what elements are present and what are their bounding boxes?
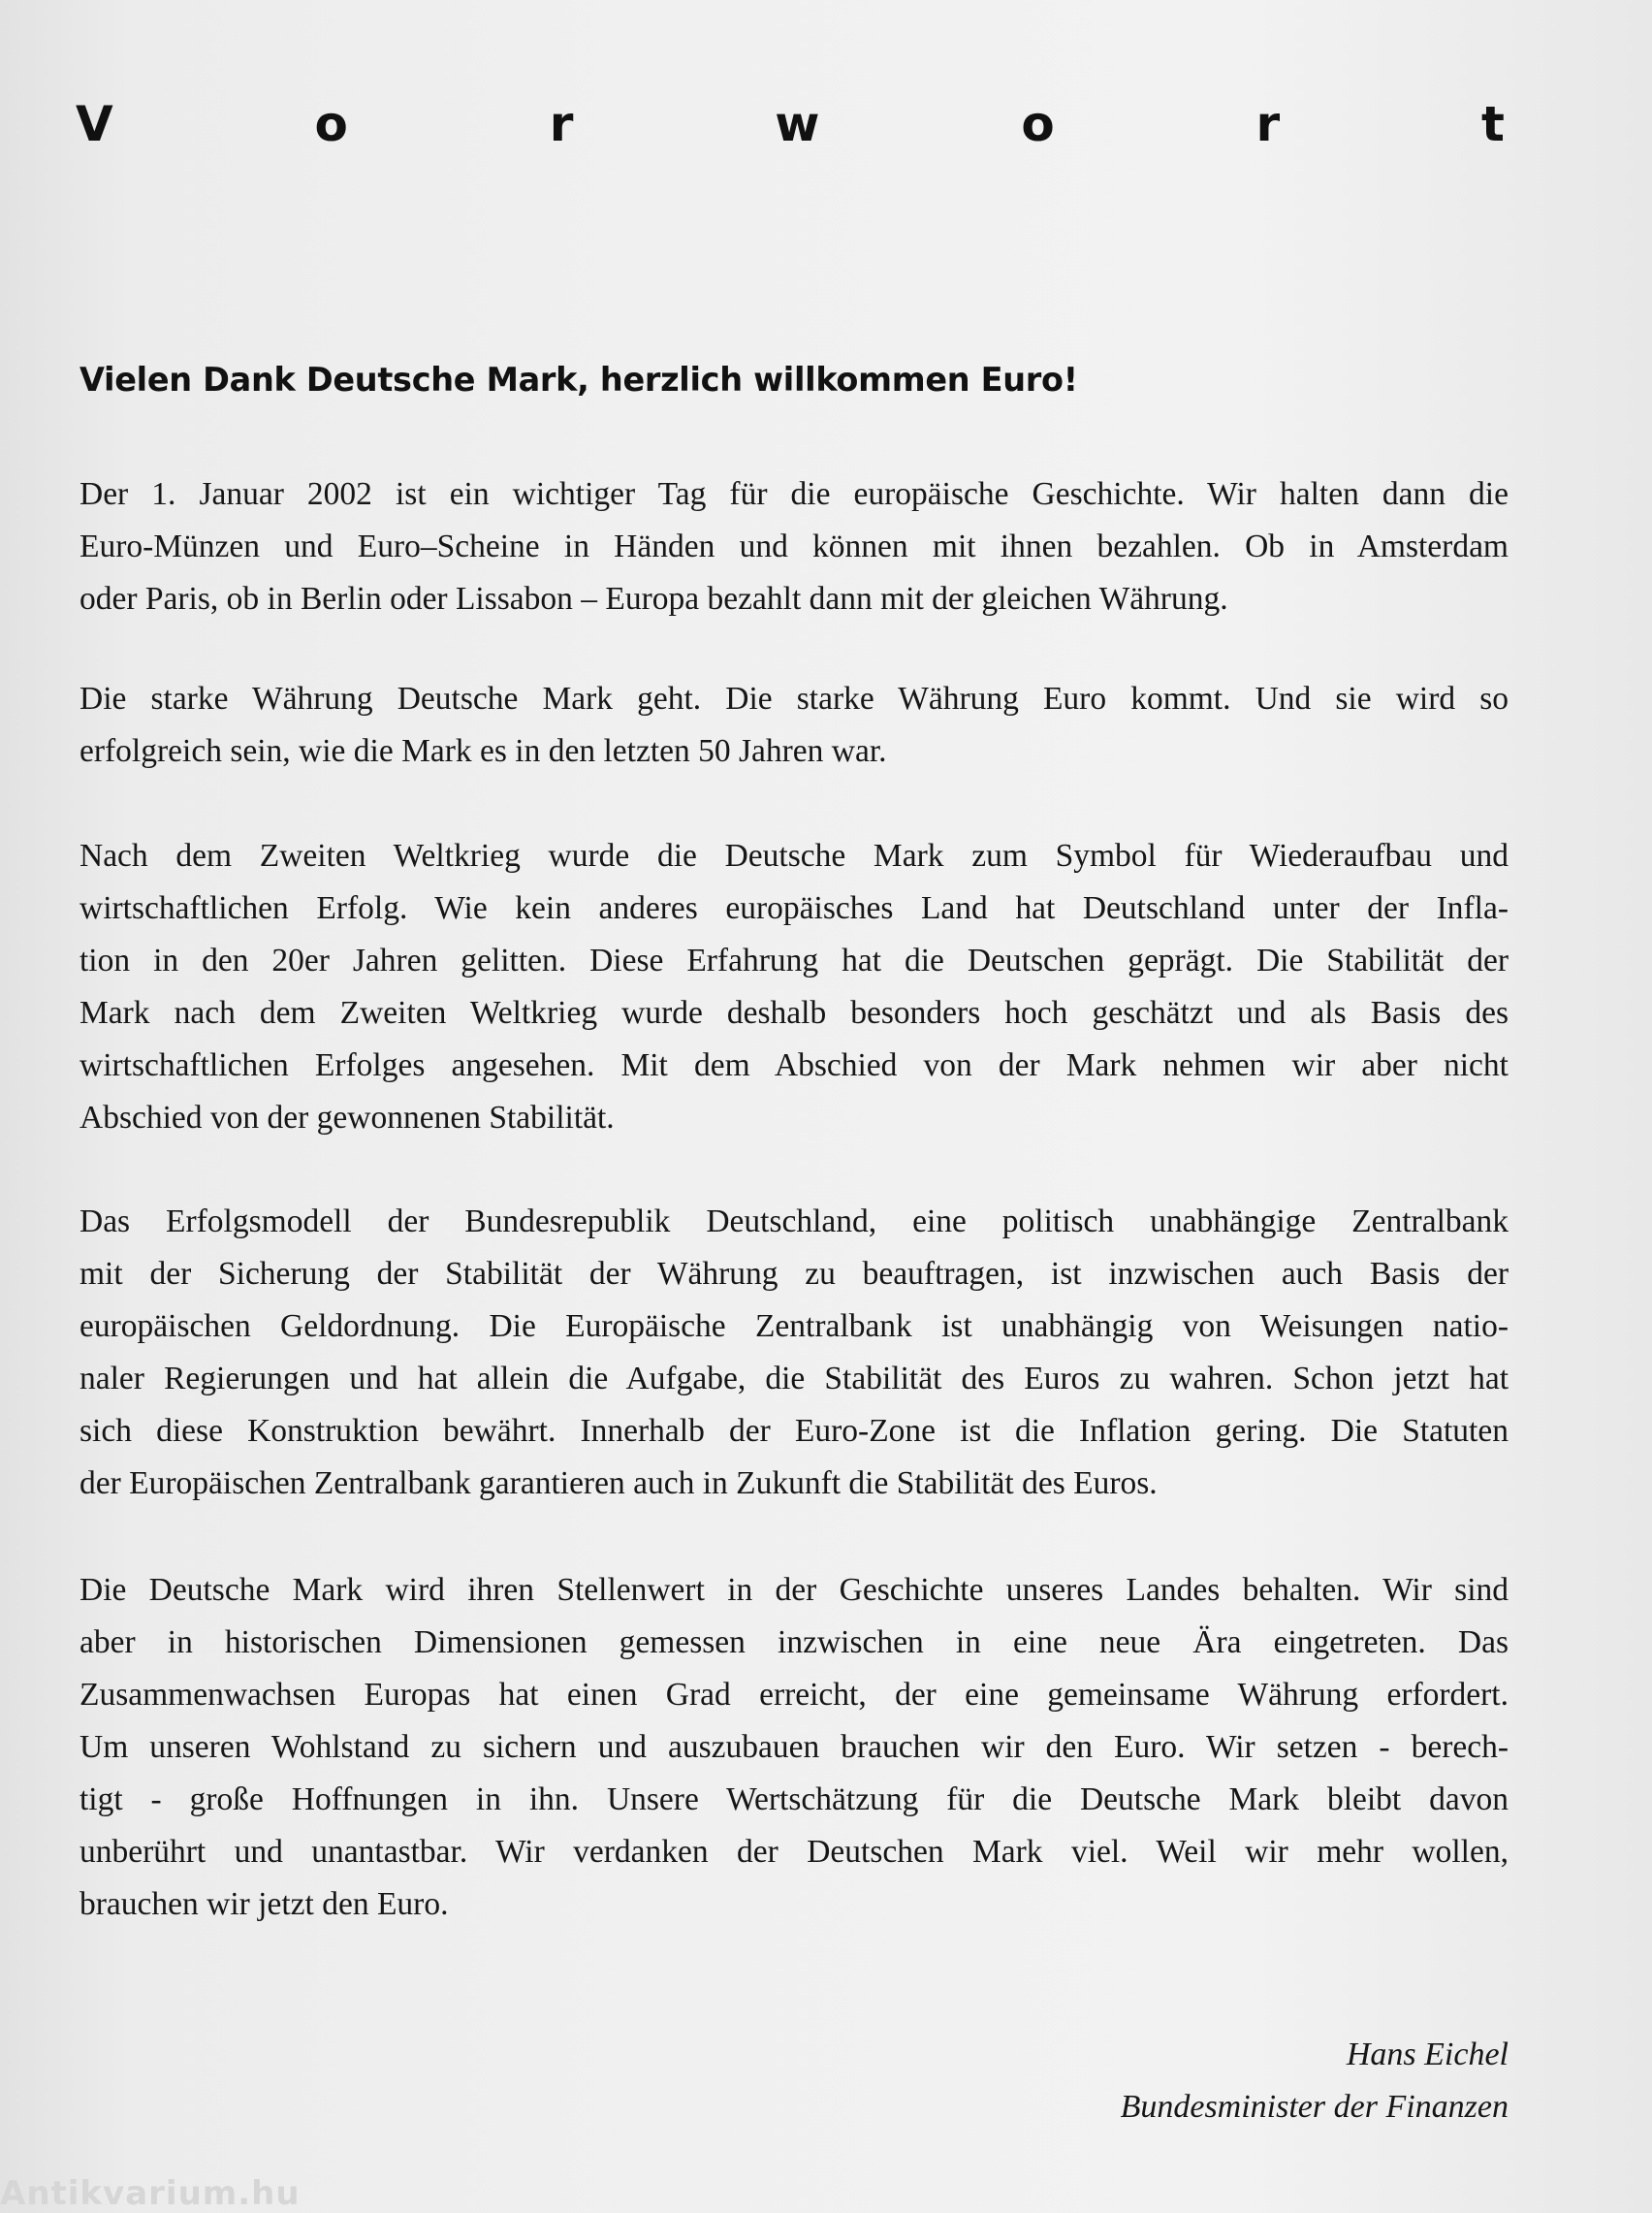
title-letter: o [1021, 96, 1055, 152]
paragraph-4 [79, 1196, 1509, 1510]
text-line: Abschied von der gewonnenen Stabilität. [79, 1100, 615, 1136]
text-line: oder Paris, ob in Berlin oder Lissabon – Europa bezahlt dann mit der gleichen Währung. [79, 581, 1228, 617]
text-line: unberührt und unantastbar. Wir verdanken der Deutschen Mark viel. Weil wir mehr wollen, [79, 1834, 1509, 1870]
text-line: naler Regierungen und hat allein die Aufgabe, die Stabilität des Euros zu wahren. Schon jetzt hat [79, 1361, 1509, 1396]
paragraph-5 [79, 1564, 1509, 1931]
text-line: tigt - große Hoffnungen in ihn. Unsere Wertschätzung für die Deutsche Mark bleibt davon [79, 1781, 1509, 1817]
text-line: Die Deutsche Mark wird ihren Stellenwert in der Geschichte unseres Landes behalten. Wir sind [79, 1572, 1509, 1608]
signature-role: Bundesminister der Finanzen [1120, 2089, 1509, 2125]
text-line: wirtschaftlichen Erfolges angesehen. Mit dem Abschied von der Mark nehmen wir aber nicht [79, 1047, 1509, 1083]
section-heading: Vielen Dank Deutsche Mark, herzlich willkommen Euro! [79, 361, 1078, 399]
text-line: Um unseren Wohlstand zu sichern und auszubauen brauchen wir den Euro. Wir setzen - berech- [79, 1729, 1509, 1765]
title-letter: r [1255, 96, 1281, 152]
text-line: Die starke Währung Deutsche Mark geht. Die starke Währung Euro kommt. Und sie wird so [79, 681, 1509, 717]
signature-name: Hans Eichel [1346, 2037, 1509, 2072]
paragraph-3 [79, 830, 1509, 1144]
page-title [76, 85, 1505, 163]
title-letter: w [775, 96, 820, 152]
signature-block [1121, 2029, 1509, 2133]
text-line: europäischen Geldordnung. Die Europäische Zentralbank ist unabhängig von Weisungen natio- [79, 1308, 1509, 1344]
text-line: der Europäischen Zentralbank garantieren auch in Zukunft die Stabilität des Euros. [79, 1465, 1158, 1501]
text-line: Das Erfolgsmodell der Bundesrepublik Deutschland, eine politisch unabhängige Zentralbank [79, 1203, 1509, 1239]
text-line: Der 1. Januar 2002 ist ein wichtiger Tag für die europäische Geschichte. Wir halten dann die [79, 476, 1509, 512]
text-line: Mark nach dem Zweiten Weltkrieg wurde deshalb besonders hoch geschätzt und als Basis des [79, 995, 1509, 1031]
text-line: wirtschaftlichen Erfolg. Wie kein anderes europäisches Land hat Deutschland unter der Infla- [79, 890, 1509, 926]
text-line: Euro-Münzen und Euro–Scheine in Händen und können mit ihnen bezahlen. Ob in Amsterdam [79, 529, 1509, 564]
paragraph-1 [79, 468, 1509, 625]
text-line: Nach dem Zweiten Weltkrieg wurde die Deutsche Mark zum Symbol für Wiederaufbau und [79, 838, 1509, 874]
text-line: brauchen wir jetzt den Euro. [79, 1886, 449, 1922]
title-letter: r [549, 96, 574, 152]
title-letter: o [314, 96, 348, 152]
text-line: mit der Sicherung der Stabilität der Währung zu beauftragen, ist inzwischen auch Basis der [79, 1256, 1509, 1292]
text-line: tion in den 20er Jahren gelitten. Diese Erfahrung hat die Deutschen geprägt. Die Stabilität der [79, 943, 1509, 978]
title-letter: t [1481, 96, 1505, 152]
text-line: sich diese Konstruktion bewährt. Innerhalb der Euro-Zone ist die Inflation gering. Die Statuten [79, 1413, 1509, 1449]
watermark: Antikvarium.hu [0, 2174, 301, 2213]
paragraph-2 [79, 673, 1509, 778]
text-line: Zusammenwachsen Europas hat einen Grad erreicht, der eine gemeinsame Währung erfordert. [79, 1677, 1509, 1713]
text-line: aber in historischen Dimensionen gemessen inzwischen in eine neue Ära eingetreten. Das [79, 1624, 1509, 1660]
text-line: erfolgreich sein, wie die Mark es in den letzten 50 Jahren war. [79, 733, 887, 769]
title-letter: V [76, 96, 113, 152]
